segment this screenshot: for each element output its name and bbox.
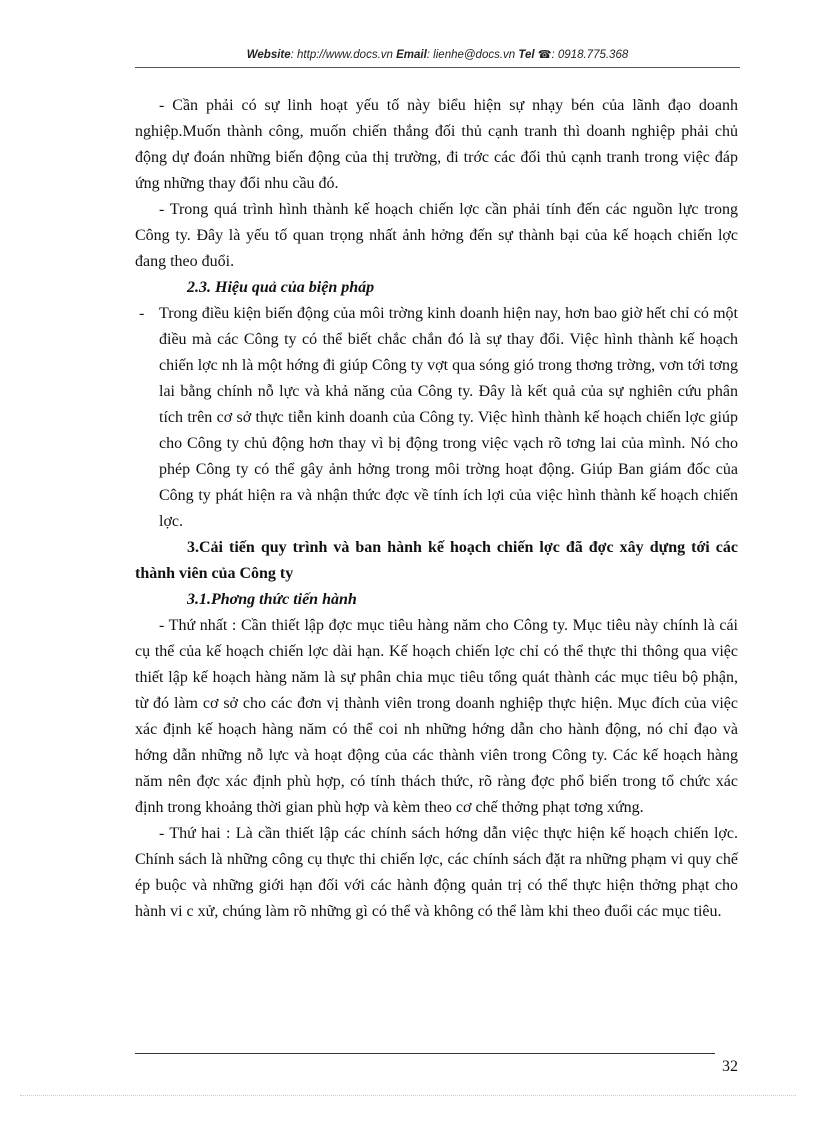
paragraph-flexibility: - Cần phải có sự linh hoạt yếu tố này biểu hiện sự nhạy bén của lãnh đạo doanh nghiệp.Muốn thành công, muốn chiến thắng đối thủ cạnh tranh thì doanh nghiệp phải chủ động dự đoán những biến động của thị trường, đi trớc các đối thủ cạnh tranh trong việc đáp ứng những thay đổi nhu cầu đó. [135, 97, 738, 192]
page-header [135, 48, 740, 61]
tel-label: Tel [518, 49, 535, 61]
bullet-text: Trong điều kiện biến động của môi trờng kinh doanh hiện nay, hơn bao giờ hết chỉ có một điều mà các Công ty có thể biết chắc chắn đó là sự thay đổi. Việc hình thành kế hoạch chiến lợc nh là một hớng đi giúp Công ty vợt qua sóng gió trong thơng trờng, vơn tới tơng lai bằng chính nỗ lực và khả năng của Công ty. Đây là kết quả của sự nghiên cứu phân tích trên cơ sở thực tiễn kinh doanh của Công ty. Việc hình thành kế hoạch chiến lợc giúp cho Công ty chủ động hơn thay vì bị động trong việc vạch rõ tơng lai của mình. Nó cho phép Công ty có thể gây ảnh hởng trong môi trờng hoạt động. Giúp Ban giám đốc của Công ty phát hiện ra và nhận thức đợc về tính ích lợi của việc hình thành kế hoạch chiến lợc. [159, 305, 738, 530]
website-label: Website [246, 49, 291, 61]
email-label: Email [396, 49, 427, 61]
email-value: : lienhe@docs.vn [426, 49, 516, 61]
document-body [135, 93, 738, 925]
page-number: 32 [722, 1058, 738, 1075]
header-divider [135, 67, 740, 68]
section-heading-3-1: 3.1.Phơng thức tiến hành [187, 591, 357, 608]
section-heading-3: 3.Cải tiến quy trình và ban hành kế hoạch chiến lợc đã đợc xây dựng tới các thành viên của Công ty [135, 539, 738, 582]
bullet-marker: - [139, 305, 145, 322]
paragraph-second: - Thứ hai : Là cần thiết lập các chính sách hớng dẫn việc thực hiện kế hoạch chiến lợc. Chính sách là những công cụ thực thi chiến lợc, các chính sách đặt ra những phạm vi quy chế ép buộc và những giới hạn đối với các hành động quản trị có thể thực hiện thởng phạt cho hành vi c xử, chúng làm rõ những gì có thể và không có thể làm khi theo đuổi các mục tiêu. [135, 825, 738, 920]
paragraph-resources: - Trong quá trình hình thành kế hoạch chiến lợc cần phải tính đến các nguồn lực trong Công ty. Đây là yếu tố quan trọng nhất ảnh hởng đến sự thành bại của kế hoạch chiến lợc đang theo đuổi. [135, 201, 738, 270]
website-value: : http://www.docs.vn [290, 49, 393, 61]
section-heading-2-3: 2.3. Hiệu quả của biện pháp [187, 279, 375, 296]
bullet-item [135, 301, 738, 535]
phone-icon: ☎ [537, 49, 552, 61]
paragraph-first: - Thứ nhất : Cần thiết lập đợc mục tiêu hàng năm cho Công ty. Mục tiêu này chính là cái cụ thể của kế hoạch chiến lợc dài hạn. Kế hoạch chiến lợc chỉ có thể thực thi thông qua việc thiết lập kế hoạch hàng năm là sự phân chia mục tiêu tổng quát thành các mục tiêu bộ phận, từ đó làm cơ sở cho các đơn vị thành viên trong doanh nghiệp thực hiện. Mục đích của việc xác định kế hoạch hàng năm có thể coi nh những hớng dẫn cho hành động, nó chỉ đạo và hớng dẫn những nỗ lực và hoạt động của các thành viên trong Công ty. Các kế hoạch hàng năm nên đợc xác định phù hợp, có tính thách thức, rõ ràng đợc phổ biến trong tổ chức xác định trong khoảng thời gian phù hợp và kèm theo cơ chế thởng phạt tơng xứng. [135, 617, 738, 816]
page-edge-divider [20, 1095, 796, 1096]
footer-divider [135, 1053, 715, 1054]
tel-value: : 0918.775.368 [551, 49, 629, 61]
